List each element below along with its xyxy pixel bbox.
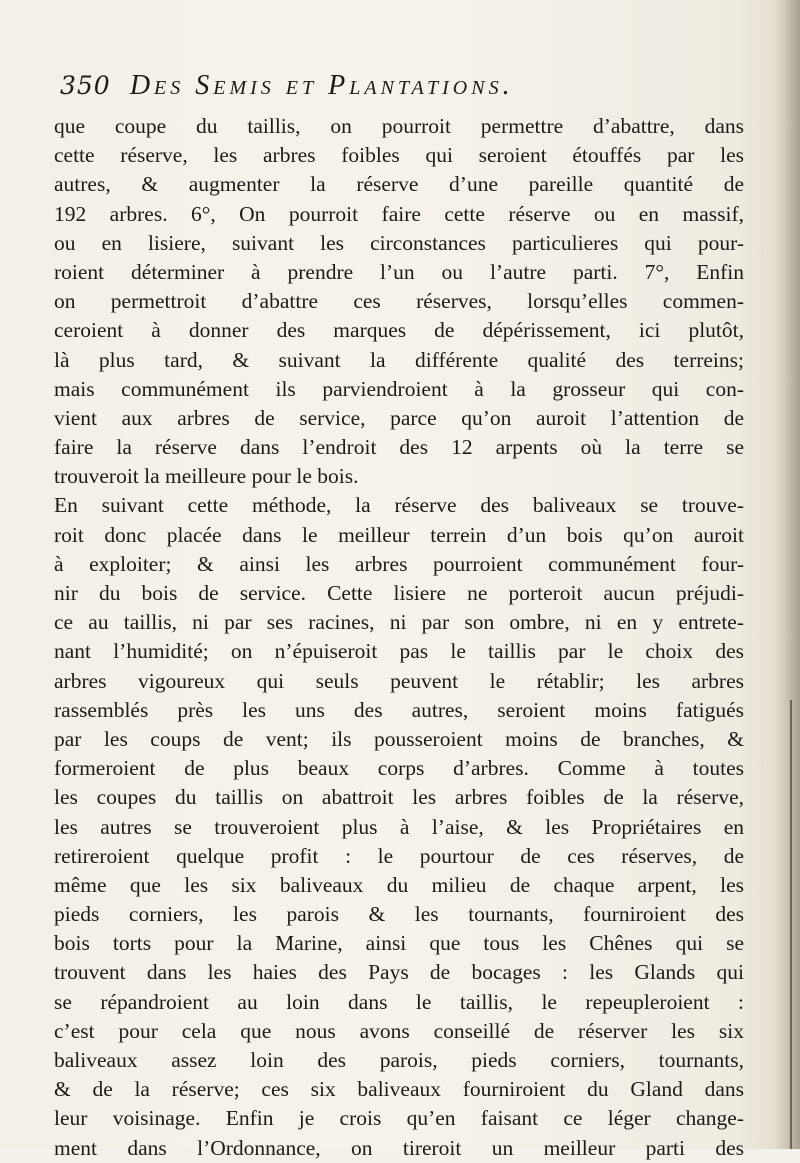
text-line: baliveaux assez loin des parois, pieds corniers, tournants, bbox=[54, 1048, 744, 1072]
text-line: arbres vigoureux qui seuls peuvent le rétablir; les arbres bbox=[54, 668, 744, 693]
body-text bbox=[54, 112, 744, 1163]
text-line: nir du bois de service. Cette lisiere ne porteroit aucun préjudi- bbox=[54, 581, 744, 605]
page-edge-line bbox=[790, 700, 792, 1149]
text-line: on permettroit d’abattre ces réserves, lorsqu’elles commen- bbox=[54, 289, 744, 314]
text-line: là plus tard, & suivant la différente qualité des terreins; bbox=[54, 347, 744, 372]
text-line: trouvent dans les haies des Pays de bocages : les Glands qui bbox=[54, 960, 744, 985]
text-line: formeroient de plus beaux corps d’arbres. Comme à toutes bbox=[54, 756, 744, 781]
text-line: ment dans l’Ordonnance, on tireroit un meilleur parti des bbox=[54, 1135, 744, 1160]
text-line: à exploiter; & ainsi les arbres pourroient communément four- bbox=[54, 551, 744, 576]
text-line: trouveroit la meilleure pour le bois. bbox=[54, 464, 359, 489]
text-line: rassemblés près les uns des autres, seroient moins fatigués bbox=[54, 697, 744, 722]
text-line: mais communément ils parviendroient à la grosseur qui con- bbox=[54, 376, 744, 401]
text-line: cette réserve, les arbres foibles qui seroient étouffés par les bbox=[54, 143, 744, 168]
text-line: c’est pour cela que nous avons conseillé de réserver les six bbox=[54, 1018, 744, 1043]
text-line: ou en lisiere, suivant les circonstances particulieres qui pour- bbox=[54, 230, 744, 255]
page-number: 350 bbox=[60, 71, 111, 100]
text-line: ce au taillis, ni par ses racines, ni par son ombre, ni en y entrete- bbox=[54, 610, 744, 635]
text-line: même que les six baliveaux du milieu de chaque arpent, les bbox=[54, 872, 744, 897]
text-line: nant l’humidité; on n’épuiseroit pas le taillis par le choix des bbox=[54, 639, 744, 664]
text-line: 192 arbres. 6°, On pourroit faire cette réserve ou en massif, bbox=[54, 201, 744, 226]
text-line: autres, & augmenter la réserve d’une pareille quantité de bbox=[54, 172, 744, 197]
running-head-title: Des Semis et Plantations. bbox=[129, 70, 514, 101]
text-line: retireroient quelque profit : le pourtour de ces réserves, de bbox=[54, 843, 744, 868]
text-line: les coupes du taillis on abattroit les arbres foibles de la réserve, bbox=[54, 785, 744, 810]
running-head bbox=[60, 70, 700, 110]
text-line: bois torts pour la Marine, ainsi que tous les Chênes qui se bbox=[54, 931, 744, 956]
text-line: leur voisinage. Enfin je crois qu’en faisant ce léger change- bbox=[54, 1106, 744, 1131]
text-line: les autres se trouveroient plus à l’aise, & les Propriétaires en bbox=[54, 814, 744, 839]
text-line: par les coups de vent; ils pousseroient moins de branches, & bbox=[54, 726, 744, 751]
text-line: que coupe du taillis, on pourroit permettre d’abattre, dans bbox=[54, 114, 744, 138]
text-line: En suivant cette méthode, la réserve des baliveaux se trouve- bbox=[54, 493, 744, 518]
text-line: pieds corniers, les parois & les tournants, fourniroient des bbox=[54, 902, 744, 927]
text-line: faire la réserve dans l’endroit des 12 arpents où la terre se bbox=[54, 435, 744, 460]
text-line: & de la réserve; ces six baliveaux fourniroient du Gland dans bbox=[54, 1077, 744, 1102]
text-line: roit donc placée dans le meilleur terrein d’un bois qu’on auroit bbox=[54, 522, 744, 547]
text-line: vient aux arbres de service, parce qu’on auroit l’attention de bbox=[54, 405, 744, 430]
text-line: ceroient à donner des marques de dépérissement, ici plutôt, bbox=[54, 318, 744, 343]
text-line: se répandroient au loin dans le taillis, le repeupleroient : bbox=[54, 989, 744, 1014]
page-edge-shadow bbox=[774, 0, 800, 1149]
text-line: roient déterminer à prendre l’un ou l’autre parti. 7°, Enfin bbox=[54, 259, 744, 284]
